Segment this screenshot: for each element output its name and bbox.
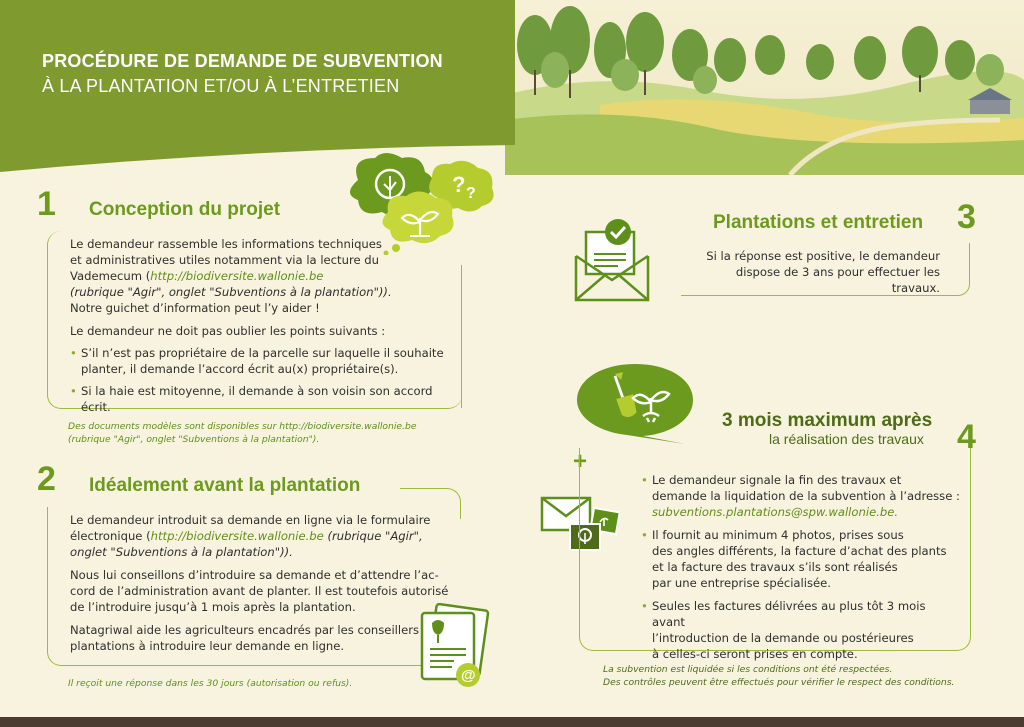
step-1-note-line1: Des documents modèles sont disponibles sur http://biodiversite.wallonie.be	[68, 421, 417, 432]
step-1-title: Conception du projet	[89, 199, 281, 220]
page-title	[42, 49, 443, 99]
step-3-text	[688, 248, 940, 296]
title-line-1: PROCÉDURE DE DEMANDE DE SUBVENTION	[42, 51, 443, 71]
step-4-bullets	[641, 472, 961, 662]
step-4-b3-line2: l’introduction de la demande ou postérieures	[652, 631, 914, 645]
step-1-bullet-1-b: planter, il demande l’accord écrit au(x) propriétaire(s).	[81, 362, 399, 376]
step-4-b3-line3: à celles-ci seront prises en compte.	[652, 647, 858, 661]
biodiversite-link[interactable]: http://biodiversite.wallonie.be	[150, 269, 324, 283]
step-1-vademecum-text: Vademecum (	[70, 269, 151, 283]
step-3-number: 3	[957, 198, 976, 236]
step-4-number: 4	[957, 418, 976, 456]
step-1-frame-right	[455, 265, 462, 408]
step-4-text	[641, 472, 961, 662]
plus-sign: +	[573, 448, 588, 475]
step-2-p3-line2: plantations à introduire leur demande en ligne.	[70, 639, 345, 653]
step-2-p1-line3: onglet "Subventions à la plantation")).	[70, 545, 293, 559]
step-1-p1-line2: et administratives utiles notamment via la lecture du	[70, 253, 379, 267]
step-4-note-line2: Des contrôles peuvent être effectués pour vérifier le respect des conditions.	[603, 677, 955, 688]
step-2-rubrique-text: (rubrique "Agir",	[323, 529, 423, 543]
step-4-bullet-1	[641, 472, 961, 520]
envelope-check-icon	[570, 210, 654, 306]
step-1-note-line2: (rubrique "Agir", onglet "Subventions à la plantation").	[68, 434, 320, 445]
subvention-email-link[interactable]: subventions.plantations@spw.wallonie.be.	[652, 505, 899, 519]
svg-text:?: ?	[452, 172, 466, 197]
biodiversite-link-2[interactable]: http://biodiversite.wallonie.be	[150, 529, 324, 543]
step-1-text	[70, 236, 455, 415]
step-1-bullet-1-a: S’il n’est pas propriétaire de la parcelle sur laquelle il souhaite	[81, 346, 444, 360]
header-banner	[0, 0, 1024, 175]
step-4-b2-line1: Il fournit au minimum 4 photos, prises sous	[652, 528, 904, 542]
step-4-b3-line1: Seules les factures délivrées au plus tôt 3 mois avant	[652, 599, 926, 629]
step-4-note-line1: La subvention est liquidée si les conditions ont été respectées.	[603, 664, 893, 675]
step-1-bullets	[70, 345, 455, 415]
step-2-p3-line1: Natagriwal aide les agriculteurs encadrés par les conseillers	[70, 623, 420, 637]
at-symbol: @	[461, 667, 476, 684]
step-1-p2: Le demandeur ne doit pas oublier les points suivants :	[70, 324, 386, 338]
step-4-b2-line2: des angles différents, la facture d’achat des plants	[652, 544, 947, 558]
step-4-note	[603, 663, 954, 689]
shovel-plant-icon	[575, 360, 695, 446]
step-3-line1: Si la réponse est positive, le demandeur	[706, 249, 940, 263]
step-4-bullet-3	[641, 598, 961, 662]
step-3-title: Plantations et entretien	[713, 212, 924, 233]
step-4-b1-line2: demande la liquidation de la subvention à l’adresse :	[652, 489, 960, 503]
step-4-bullet-2	[641, 527, 961, 591]
step-1-bullet-1	[70, 345, 455, 377]
step-4-subtitle: la réalisation des travaux	[769, 431, 924, 447]
step-2-p2-line3: de l’introduire jusqu’à 1 mois après la plantation.	[70, 600, 356, 614]
step-1-p1-line4: (rubrique "Agir", onglet "Subventions à la plantation")).	[70, 285, 392, 299]
step-1-p1-line5: Notre guichet d’information peut l’y aider !	[70, 301, 320, 315]
step-2-number: 2	[37, 460, 56, 498]
step-2-p2-line1: Nous lui conseillons d’introduire sa demande et d’attendre l’ac-	[70, 568, 439, 582]
bottom-bar	[0, 717, 1024, 727]
step-1-p1-line1: Le demandeur rassemble les informations techniques	[70, 237, 382, 251]
step-2-note: Il reçoit une réponse dans les 30 jours (autorisation ou refus).	[68, 678, 353, 689]
step-1-p1-line3	[70, 268, 455, 284]
step-2-text	[70, 512, 455, 654]
step-2-title: Idéalement avant la plantation	[89, 475, 361, 496]
step-1-number: 1	[37, 185, 56, 223]
step-2-p1-line1: Le demandeur introduit sa demande en ligne via le formulaire	[70, 513, 431, 527]
documents-at-icon	[414, 603, 494, 691]
step-4-title: 3 mois maximum après	[722, 410, 933, 431]
step-3-line2: dispose de 3 ans pour effectuer les travaux.	[735, 265, 940, 295]
svg-text:?: ?	[466, 185, 476, 202]
step-4-b2-line3: et la facture des travaux s’ils sont réalisés	[652, 560, 898, 574]
step-4-b1-line1: Le demandeur signale la fin des travaux et	[652, 473, 902, 487]
step-2-p1-line2	[70, 528, 455, 544]
step-4-b2-line4: par une entreprise spécialisée.	[652, 576, 831, 590]
step-1-note	[68, 420, 417, 446]
title-line-2: À LA PLANTATION ET/OU À L’ENTRETIEN	[42, 76, 400, 96]
step-2-form-text: électronique (	[70, 529, 151, 543]
step-1-bullet-2: • Si la haie est mitoyenne, il demande à son voisin son accord écrit.	[70, 383, 455, 415]
step-2-p2-line2: cord de l’administration avant de planter. Il est toutefois autorisé	[70, 584, 449, 598]
